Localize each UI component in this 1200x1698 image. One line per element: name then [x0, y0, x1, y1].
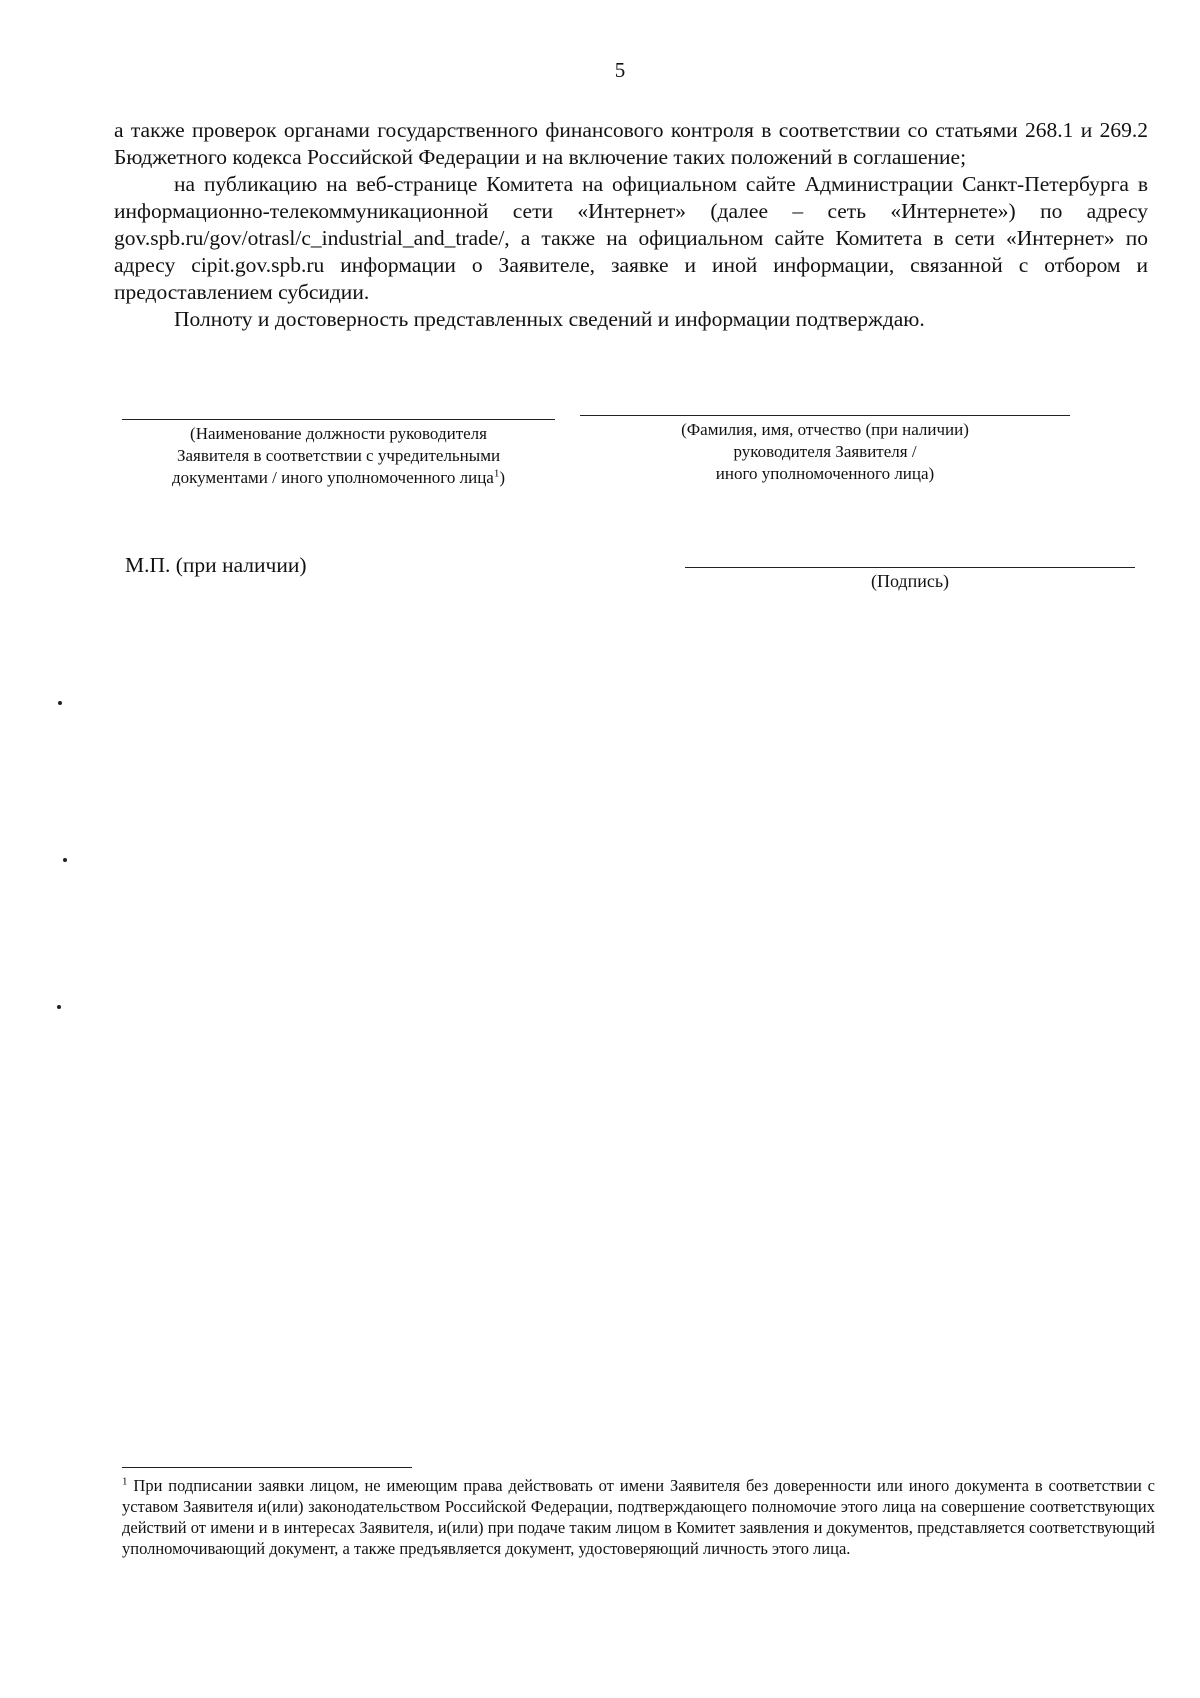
page-number: 5	[614, 58, 626, 82]
signature-caption: (Подпись)	[870, 571, 950, 591]
signature-line	[685, 567, 1135, 568]
position-caption	[122, 423, 555, 489]
seal-label: М.П. (при наличии)	[125, 553, 307, 577]
paragraph-confirmation: Полноту и достоверность представленных сведений и информации подтверждаю.	[174, 307, 925, 331]
name-signature-line	[580, 415, 1070, 416]
footnote-marker: 1	[122, 1475, 128, 1488]
footnote-text: При подписании заявки лицом, не имеющим права действовать от имени Заявителя без доверенности или иного документа в соответствии с уставом Заявителя и(или) законодательством Российской Федерации, подтверждающего полномочие этого лица на совершение соответствующих действий от имени и в интересах Заявителя, и(или) при подаче таким лицом в Комитет заявления и документов, представляется соответствующий уполномочивающий документ, а также предъявляется документ, удостоверяющий личность этого лица.	[122, 1476, 1155, 1558]
scan-speck	[58, 701, 62, 705]
scan-speck	[57, 1005, 61, 1009]
footnote-reference: 1	[493, 467, 500, 480]
footnote	[122, 1475, 1155, 1559]
scan-speck	[63, 858, 67, 862]
paragraph-publication-consent: на публикацию на веб-странице Комитета на официальном сайте Администрации Санкт-Петербурга в информационно-телекоммуникационной сети «Интернет» (далее – сеть «Интернете») по адресу gov.spb.ru/gov/otrasl/c_industrial_and_trade/, а также на официальном сайте Комитета в сети «Интернет» по адресу cipit.gov.spb.ru информации о Заявителе, заявке и иной информации, связанной с отбором и предоставлением субсидии.	[114, 172, 1148, 304]
name-caption-line-1: (Фамилия, имя, отчество (при наличии)	[681, 420, 969, 439]
main-text	[114, 117, 1148, 333]
name-caption-line-2: руководителя Заявителя /	[733, 442, 917, 461]
paragraph-continuation: а также проверок органами государственного финансового контроля в соответствии со статьями 268.1 и 269.2 Бюджетного кодекса Российской Федерации и на включение таких положений в соглашение;	[114, 118, 1148, 169]
position-signature-line	[122, 419, 555, 420]
position-caption-line-2: Заявителя в соответствии с учредительными	[176, 446, 501, 465]
name-caption	[580, 419, 1070, 485]
name-caption-line-3: иного уполномоченного лица)	[715, 464, 935, 483]
position-caption-line-3: документами / иного уполномоченного лица$^1$)	[171, 467, 506, 487]
footnote-separator	[122, 1467, 412, 1468]
position-caption-line-1: (Наименование должности руководителя	[190, 424, 487, 443]
